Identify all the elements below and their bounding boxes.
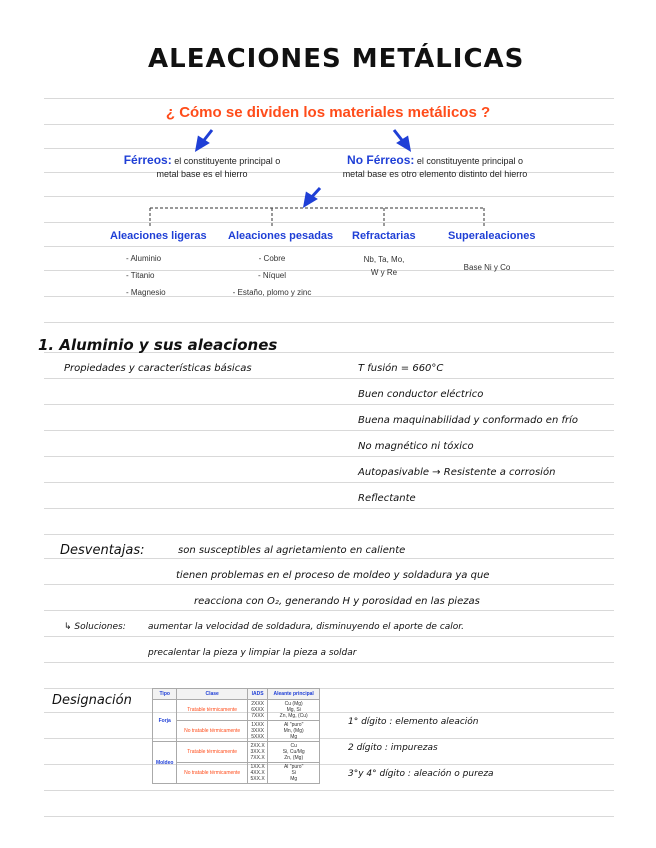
aleante-value: Mg	[290, 776, 298, 782]
table-row	[153, 721, 320, 742]
category-no-ferreos-desc1: el constituyente principal o	[416, 156, 523, 166]
designation-label: Designación	[52, 693, 132, 708]
aleante-value: Cu	[290, 743, 297, 749]
disadvantages-label: Desventajas:	[60, 543, 145, 558]
aleante-value: Mg	[290, 734, 298, 740]
property-item: Buen conductor eléctrico	[358, 389, 484, 400]
disadvantage-item: tienen problemas en el proceso de moldeo y soldadura ya que	[176, 570, 490, 581]
category-ferreos-name: Férreos:	[123, 153, 172, 167]
disadvantage-item: son susceptibles al agrietamiento en caliente	[178, 545, 406, 556]
table-cell-tipo: Moldeo	[153, 742, 177, 784]
question-heading: ¿ Cómo se dividen los materiales metálicos ?	[165, 104, 491, 121]
table-row	[153, 763, 320, 784]
list-item: - Níquel	[257, 271, 286, 280]
property-item: T fusión = 660°C	[358, 363, 444, 374]
iads-code: 2XX.X	[250, 743, 265, 749]
category-no-ferreos	[330, 154, 540, 181]
aleante-value: Zn, (Mg)	[284, 755, 304, 761]
iads-code: 4XX.X	[250, 770, 265, 776]
iads-code: 5XXX	[251, 734, 265, 740]
table-cell-clase: Tratable térmicamente	[177, 700, 247, 721]
solution-item: precalentar la pieza y limpiar la pieza a soldar	[148, 648, 357, 658]
solution-item: aumentar la velocidad de soldadura, disminuyendo el aporte de calor.	[148, 622, 465, 632]
subcategory-superaleaciones-title: Superaleaciones	[448, 230, 536, 242]
digit-note: 1° dígito : elemento aleación	[348, 717, 479, 727]
list-item: - Magnesio	[126, 288, 166, 297]
aleante-value: Si	[291, 770, 296, 776]
table-cell-tipo: Forja	[153, 700, 177, 742]
subcategory-refractarias-list	[352, 253, 416, 279]
list-item: - Estaño, plomo y zinc	[232, 288, 312, 297]
table-cell-clase: No tratable térmicamente	[177, 721, 247, 742]
digit-note: 3°y 4° dígito : aleación o pureza	[348, 769, 494, 779]
iads-code: 5XX.X	[250, 776, 265, 782]
iads-code: 7XX.X	[250, 755, 265, 761]
table-cell-iads	[247, 700, 267, 721]
table-cell-aleante	[268, 721, 320, 742]
iads-code: 6XXX	[251, 707, 265, 713]
list-item: Nb, Ta, Mo,	[363, 255, 405, 264]
iads-code: 3XX.X	[250, 749, 265, 755]
iads-code: 2XXX	[251, 701, 265, 707]
category-ferreos-desc2: metal base es el hierro	[156, 169, 248, 179]
table-cell-iads	[247, 721, 267, 742]
table-cell-aleante	[268, 763, 320, 784]
category-no-ferreos-name: No Férreos:	[347, 153, 415, 167]
iads-code: 3XXX	[251, 728, 265, 734]
list-item: - Titanio	[126, 271, 155, 280]
page-title: ALEACIONES METÁLICAS	[148, 44, 525, 74]
aleante-value: Zn, Mg, (Cu)	[279, 713, 308, 719]
aleante-value: Mn, (Mg)	[283, 728, 304, 734]
iads-code: 7XXX	[251, 713, 265, 719]
category-no-ferreos-desc2: metal base es otro elemento distinto del hierro	[342, 169, 528, 179]
table-cell-aleante	[268, 742, 320, 763]
list-item: - Aluminio	[126, 254, 162, 263]
property-item: No magnético ni tóxico	[358, 441, 474, 452]
table-cell-aleante	[268, 700, 320, 721]
iads-code: 1XXX	[251, 722, 265, 728]
list-item: - Cobre	[258, 254, 286, 263]
tree-branches	[150, 208, 484, 226]
table-cell-clase: Tratable térmicamente	[177, 742, 247, 763]
table-cell-iads	[247, 763, 267, 784]
table-row	[153, 742, 320, 763]
subcategory-superaleaciones-list	[450, 259, 524, 276]
aleante-value: Si, Cu/Mg	[282, 749, 305, 755]
solutions-label: ↳ Soluciones:	[64, 622, 126, 632]
aleante-value: Cu (Mg)	[284, 701, 303, 707]
subcategory-ligeras-title: Aleaciones ligeras	[110, 230, 207, 242]
property-item: Autopasivable → Resistente a corrosión	[358, 467, 556, 478]
aleante-value: Al "puro"	[283, 764, 304, 770]
list-item: W y Re	[370, 268, 398, 277]
digit-note: 2 dígito : impurezas	[348, 743, 438, 753]
table-cell-iads	[247, 742, 267, 763]
disadvantage-item: reacciona con O₂, generando H y porosidad en las piezas	[194, 596, 480, 607]
table-row	[153, 700, 320, 721]
subcategory-ligeras-list	[126, 250, 166, 301]
table-header: Clase	[177, 689, 247, 700]
subcategory-pesadas-title: Aleaciones pesadas	[228, 230, 334, 242]
category-ferreos	[112, 154, 292, 181]
table-cell-clase: No tratable térmicamente	[177, 763, 247, 784]
table-header: Tipo	[153, 689, 177, 700]
property-item: Buena maquinabilidad y conformado en frío	[358, 415, 578, 426]
property-item: Reflectante	[358, 493, 416, 504]
section-heading: 1. Aluminio y sus aleaciones	[38, 336, 278, 354]
iads-code: 1XX.X	[250, 764, 265, 770]
subcategory-pesadas-list	[220, 250, 324, 301]
properties-label: Propiedades y características básicas	[64, 363, 252, 374]
table-header: Aleante principal	[268, 689, 320, 700]
table-header: IADS	[247, 689, 267, 700]
aleante-value: Al "puro"	[283, 722, 304, 728]
subcategory-refractarias-title: Refractarias	[352, 230, 416, 242]
category-ferreos-desc1: el constituyente principal o	[174, 156, 281, 166]
designation-table	[152, 688, 320, 784]
list-item: Base Ni y Co	[463, 263, 511, 272]
aleante-value: Mg, Si	[286, 707, 301, 713]
